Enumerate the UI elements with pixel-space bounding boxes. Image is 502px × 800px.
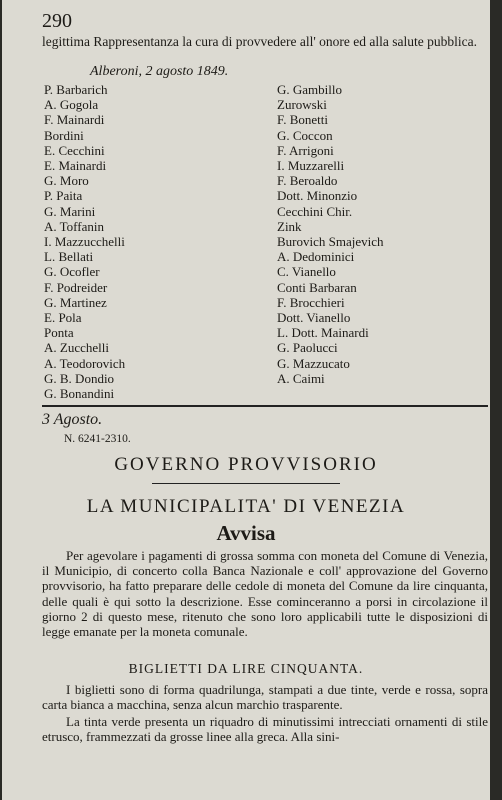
signatory-name: G. Bonandini [44,386,115,402]
signatory-name: E. Pola [44,310,82,326]
municipality-heading: LA MUNICIPALITA' DI VENEZIA [86,496,406,517]
signatory-name: G. Coccon [277,127,333,143]
signatories-left-column [44,82,125,401]
signatory-name: L. Bellati [44,249,94,265]
signatory-name: Dott. Vianello [277,310,351,326]
signatory-name: G. Gambillo [277,82,342,97]
signatory-name: E. Cecchini [44,142,105,158]
signatory-name: Zink [277,218,302,234]
signatory-name: F. Bonetti [277,112,328,128]
section-heading: BIGLIETTI DA LIRE CINQUANTA. [128,661,364,676]
signatory-name: G. Paolucci [277,340,338,356]
signatory-name: A. Caimi [277,370,325,386]
signatory-name: G. Marini [44,203,96,219]
signatory-name: Zurowski [277,97,327,113]
signatory-name: F. Mainardi [44,112,105,128]
signatory-name: A. Teodorovich [44,355,126,371]
signatory-name: F. Podreider [44,279,108,295]
signatory-name: G. Ocofler [44,264,100,280]
signatory-name: F. Arrigoni [277,142,334,158]
signatory-name: G. Mazzucato [277,355,350,371]
signatory-name: F. Brocchieri [277,294,345,310]
paragraph-3: La tinta verde presenta un riquadro di minutissimi intrecciati ornamenti di stile etrusco, frammezzati da grosse linee alla greca. Alla sini- [42,714,488,745]
signatory-name: Conti Barbaran [277,279,357,295]
signatory-name: C. Vianello [277,264,336,280]
heading-divider [152,483,340,484]
signatory-name: A. Gogola [44,97,99,113]
date-heading: 3 Agosto. [42,411,103,428]
signatory-name: Dott. Minonzio [277,188,358,204]
protocol-number: N. 6241-2310. [64,433,131,445]
signatory-name: P. Paita [44,188,83,204]
signatory-name: Cecchini Chir. [277,203,353,219]
signatory-name: A. Toffanin [44,218,104,234]
signatories-right-column [277,82,384,386]
paragraph-1: Per agevolare i pagamenti di grossa somma con moneta del Comune di Venezia, il Municipio, di concerto colla Banca Nazionale e coll' approvazione del Governo provvisorio, ha fatto preparare delle cedole di moneta del Comune da lire cinquanta, delle quali è qui sotto la descrizione. Esse cominceranno a porsi in circolazione il giorno 2 di questo mese, ritenuto che sono loro applicabili tutte le disposizioni di legge emanate per la moneta comunale. [42,548,488,640]
signatory-name: L. Dott. Mainardi [277,325,369,341]
book-page [2,0,490,800]
signatory-name: I. Mazzucchelli [44,234,125,250]
signatory-name: I. Muzzarelli [277,158,345,174]
signatory-name: Burovich Smajevich [277,234,384,250]
government-heading: GOVERNO PROVVISORIO [114,454,378,475]
avvisa-heading: Avvisa [216,521,276,545]
intro-text: legittima Rappresentanza la cura di provvedere all' onore ed alla salute pubblica. [42,34,477,49]
signatory-name: Ponta [44,325,74,341]
signatory-name: G. Moro [44,173,89,189]
signatory-name: G. B. Dondio [44,370,115,386]
signatory-name: G. Martinez [44,294,107,310]
paragraph-2: I biglietti sono di forma quadrilunga, stampati a due tinte, verde e rossa, sopra carta bianca a macchina, senza alcun marchio trasparente. [42,682,488,713]
section-divider [42,405,488,407]
signatory-name: Bordini [44,127,84,143]
signatory-name: F. Beroaldo [277,173,338,189]
page-number: 290 [42,10,72,32]
signatory-name: A. Zucchelli [44,340,109,356]
dateline: Alberoni, 2 agosto 1849. [90,64,229,79]
signatory-name: E. Mainardi [44,158,107,174]
signatory-name: A. Dedominici [277,249,355,265]
signatory-name: P. Barbarich [44,82,108,97]
